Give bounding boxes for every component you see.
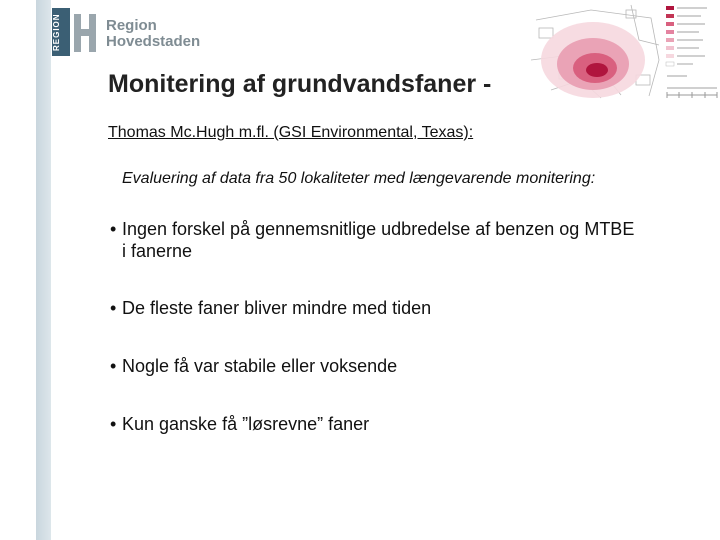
bullet-text: Nogle få var stabile eller voksende: [122, 356, 398, 376]
bullet-text-continuation: i fanerne: [122, 241, 193, 261]
slide-subtitle: Thomas Mc.Hugh m.fl. (GSI Environmental, Texas):: [108, 124, 474, 141]
bullet-icon: •: [110, 414, 117, 434]
bullet-item: [110, 413, 700, 435]
logo-h-icon: [74, 14, 96, 52]
bullet-item: [110, 297, 700, 319]
bullet-icon: •: [110, 219, 117, 239]
bullet-icon: •: [110, 356, 117, 376]
logo-name: [106, 18, 200, 50]
slide-title: Monitering af grundvandsfaner -: [108, 70, 492, 98]
logo-name-line1: Region: [106, 17, 157, 34]
bullet-item: [110, 355, 700, 377]
bullet-item: [110, 218, 700, 262]
bullet-text: De fleste faner bliver mindre med tiden: [122, 298, 432, 318]
logo-name-line2: Hovedstaden: [106, 33, 201, 50]
left-accent-bar: [36, 0, 51, 540]
lead-text: Evaluering af data fra 50 lokaliteter med længevarende monitering:: [122, 170, 596, 187]
logo-box: [52, 8, 70, 56]
logo-box-text: REGION: [52, 13, 61, 51]
region-hovedstaden-logo: [52, 8, 202, 58]
bullet-text: Kun ganske få ”løsrevne” faner: [122, 414, 370, 434]
bullet-text: Ingen forskel på gennemsnitlige udbredelse af benzen og MTBE: [122, 219, 635, 239]
plume-map-image: [531, 0, 720, 100]
bullet-icon: •: [110, 298, 117, 318]
